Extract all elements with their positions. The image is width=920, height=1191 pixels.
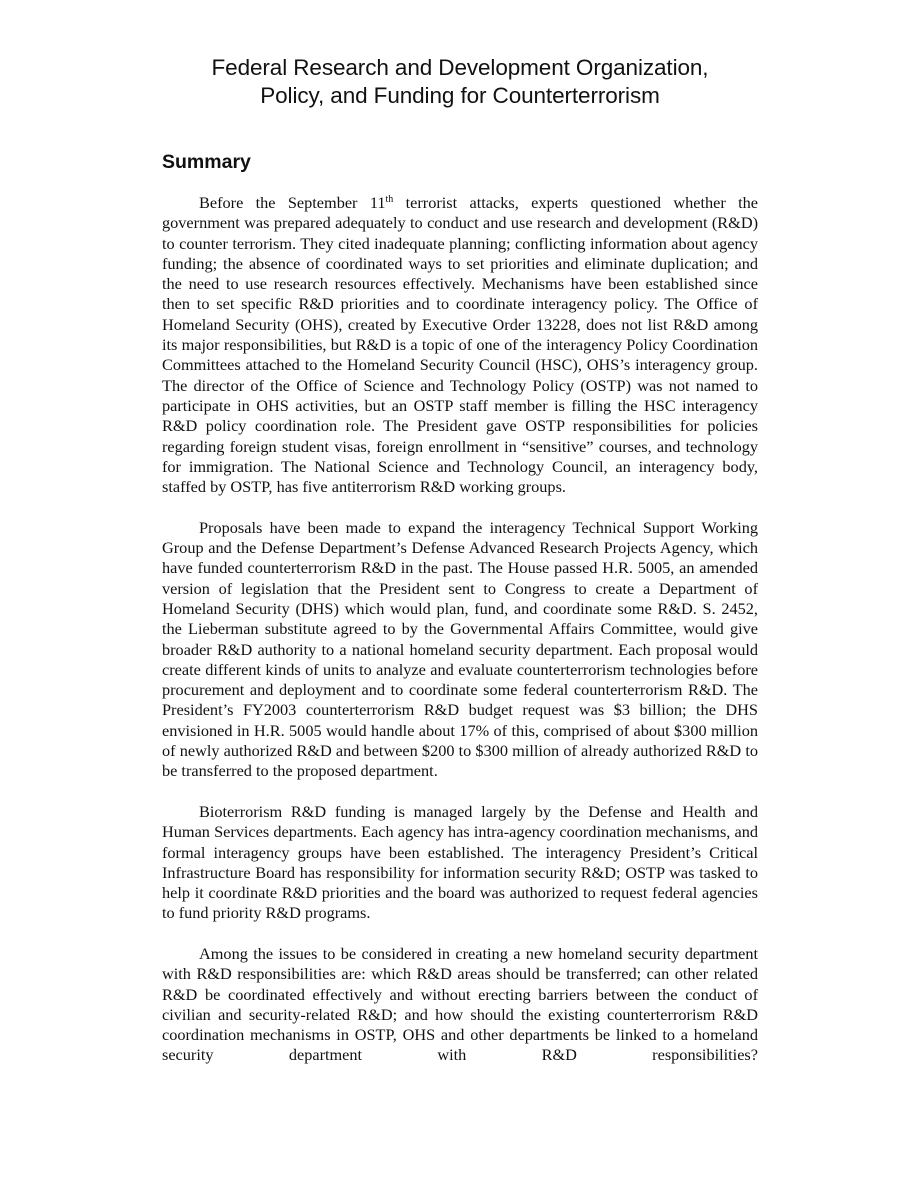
document-page [162,54,758,1086]
document-title [162,54,758,110]
paragraph-4: Among the issues to be considered in creating a new homeland security department with R&D responsibilities are: which R&D areas should be transferred; can other related R&D be coordinated effectively and without erecting barriers between the conduct of civilian and security-related R&D; and how should the existing counterterrorism R&D coordination mechanisms in OSTP, OHS and other departments be linked to a homeland security department with R&D responsibilities? [162,943,758,1065]
section-heading: Summary [162,151,251,173]
paragraph-2: Proposals have been made to expand the interagency Technical Support Working Group and the Defense Department’s Defense Advanced Research Projects Agency, which have funded counterterrorism R&D in the past. The House passed H.R. 5005, an amended version of legislation that the President sent to Congress to create a Department of Homeland Security (DHS) which would plan, fund, and coordinate some R&D. S. 2452, the Lieberman substitute agreed to by the Governmental Affairs Committee, would give broader R&D authority to a national homeland security department. Each proposal would create different kinds of units to analyze and evaluate counterterrorism technologies before procurement and deployment and to coordinate some federal counterterrorism R&D. The President’s FY2003 counterterrorism R&D budget request was $3 billion; the DHS envisioned in H.R. 5005 would handle about 17% of this, comprised of about $300 million of newly authorized R&D and between $200 to $300 million of already authorized R&D to be transferred to the proposed department. [162,517,758,781]
paragraph-1-rest: terrorist attacks, experts questioned whether the government was prepared adequately to conduct and use research and development (R&D) to counter terrorism. They cited inadequate planning; conflicting information about agency funding; the absence of coordinated ways to set priorities and eliminate duplication; and the need to use research resources effectively. Mechanisms have been established since then to set specific R&D priorities and to coordinate interagency policy. The Office of Homeland Security (OHS), created by Executive Order 13228, does not list R&D among its major responsibilities, but R&D is a topic of one of the interagency Policy Coordination Committees attached to the Homeland Security Council (HSC), OHS’s interagency group. The director of the Office of Science and Technology Policy (OSTP) was not named to participate in OHS activities, but an OSTP staff member is filling the HSC interagency R&D policy coordination role. The President gave OSTP responsibilities for policies regarding foreign student visas, foreign enrollment in “sensitive” courses, and technology for immigration. The National Science and Technology Council, an interagency body, staffed by OSTP, has five antiterrorism R&D working groups. [162,193,758,497]
paragraph-3: Bioterrorism R&D funding is managed largely by the Defense and Health and Human Services departments. Each agency has intra-agency coordination mechanisms, and formal interagency groups have been established. The interagency President’s Critical Infrastructure Board has responsibility for information security R&D; OSTP was tasked to help it coordinate R&D priorities and the board was authorized to request federal agencies to fund priority R&D programs. [162,801,758,923]
paragraph-1-start: Before the September 11 [199,193,386,212]
title-line-1: Federal Research and Development Organization, [211,55,709,80]
paragraph-1 [162,193,758,497]
summary-body [162,193,758,1066]
ordinal-superscript: th [385,194,394,205]
title-line-2: Policy, and Funding for Counterterrorism [260,83,660,108]
